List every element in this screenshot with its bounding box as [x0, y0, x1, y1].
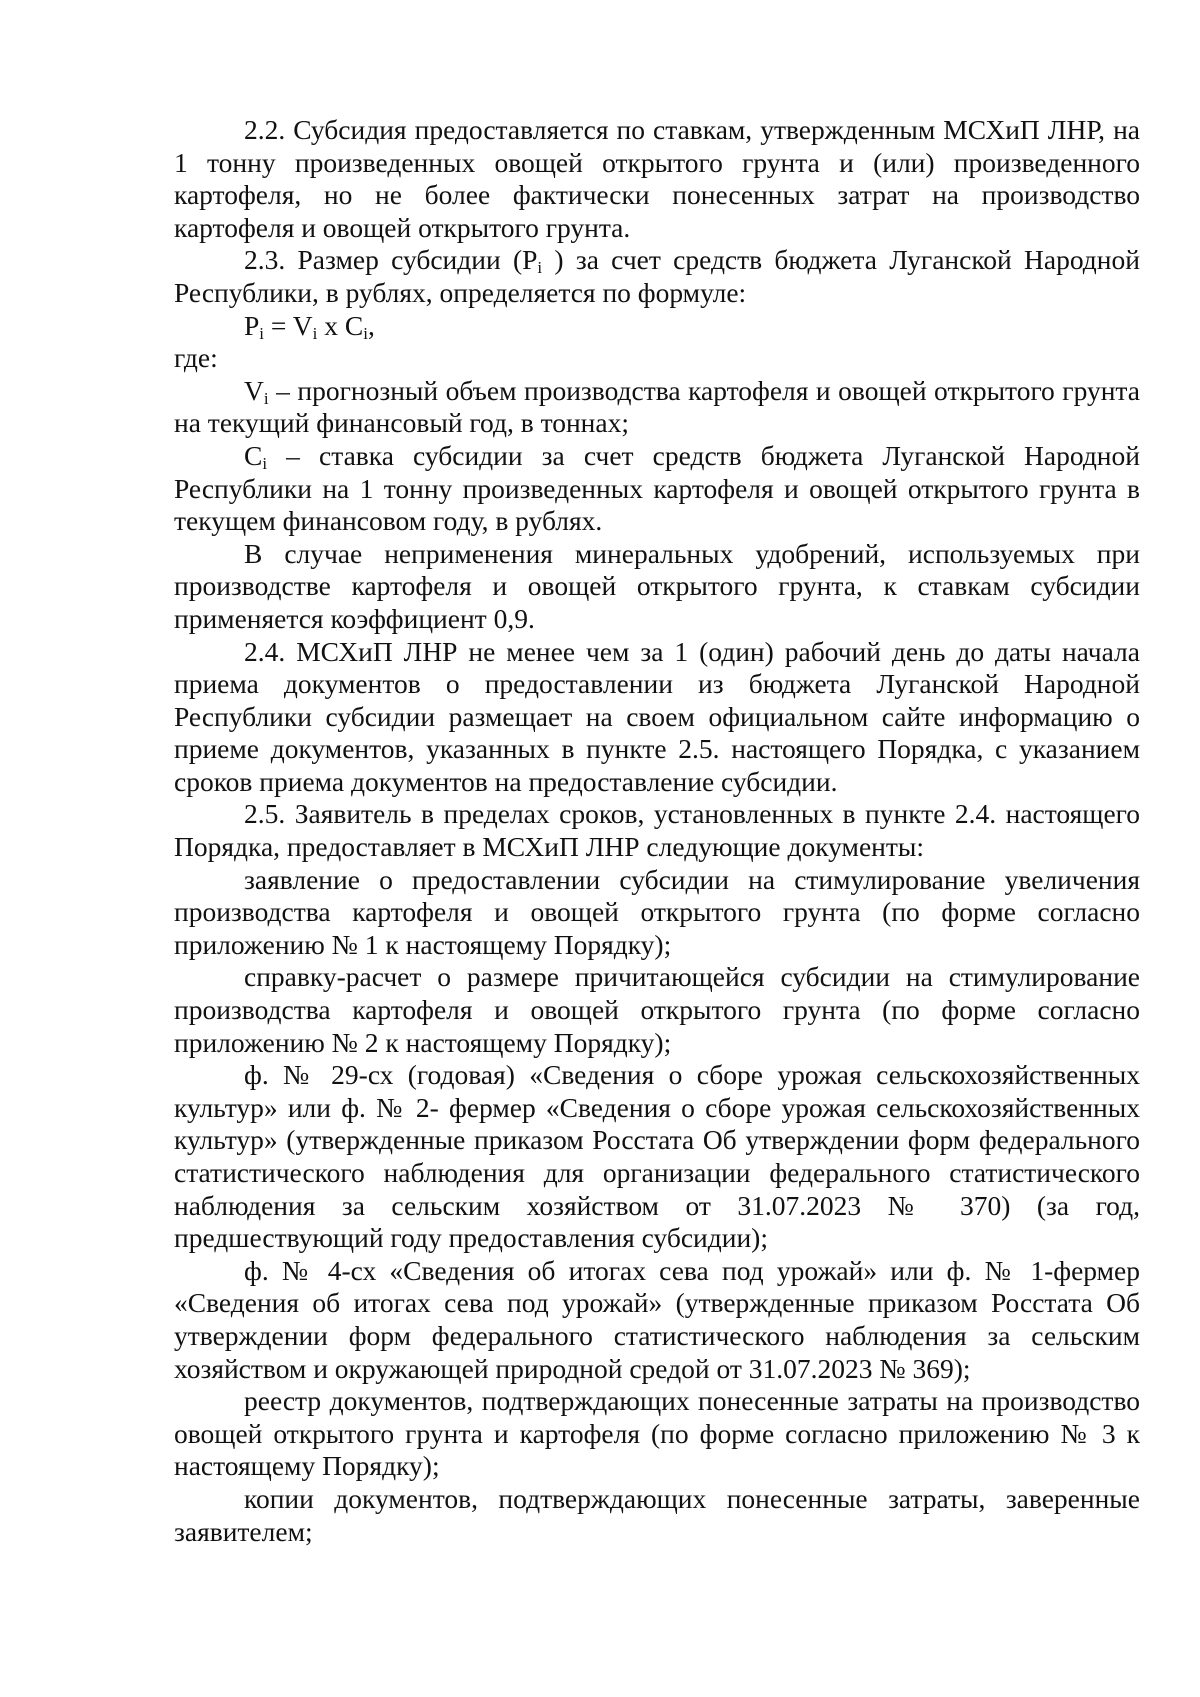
definition-v-sub: i	[263, 388, 269, 408]
definition-c-symbol: C	[244, 439, 263, 471]
subscript-i: i	[537, 258, 543, 278]
formula-v-sub: i	[312, 323, 318, 343]
list-item: копии документов, подтверждающих понесенные затраты, заверенные заявителем;	[174, 1482, 1140, 1547]
formula-p-sub: i	[259, 323, 265, 343]
paragraph-2-4: 2.4. МСХиП ЛНР не менее чем за 1 (один) рабочий день до даты начала приема документов о предоставлении из бюджета Луганской Народной Республики субсидии размещает на своем официальном сайте информацию о приеме документов, указанных в пункте 2.5. настоящего Порядка, с указанием сроков приема документов на предоставление субсидии.	[174, 635, 1140, 797]
paragraph-2-3-end: ) за счет средств бюджета Луганской Народной Республики, в рублях, определяется по формуле:	[174, 244, 1140, 308]
definition-c-sub: i	[262, 453, 268, 473]
formula-x-c: x C	[317, 309, 364, 341]
paragraph-2-5: 2.5. Заявитель в пределах сроков, установленных в пункте 2.4. настоящего Порядка, предоставляет в МСХиП ЛНР следующие документы:	[174, 798, 1140, 863]
list-item: справку-расчет о размере причитающейся субсидии на стимулирование производства картофеля и овощей открытого грунта (по форме согласно приложению № 2 к настоящему Порядку);	[174, 961, 1140, 1058]
formula-p: P	[244, 309, 260, 341]
paragraph-2-2: 2.2. Субсидия предоставляется по ставкам, утвержденным МСХиП ЛНР, на 1 тонну произведенных овощей открытого грунта и (или) произведенного картофеля, но не более фактически понесенных затрат на производство картофеля и овощей открытого грунта.	[174, 114, 1140, 243]
formula	[174, 310, 1140, 343]
paragraph-2-3-start: 2.3. Размер субсидии (P	[244, 244, 538, 276]
list-item: ф. № 29-сх (годовая) «Сведения о сборе урожая сельскохозяйственных культур» или ф. № 2- фермер «Сведения о сборе урожая сельскохозяйственных культур» (утвержденные приказом Росстата Об утверждении форм федерального статистического наблюдения для организации федерального статистического наблюдения за сельским хозяйством от 31.07.2023 № 370) (за год, предшествующий году предоставления субсидии);	[174, 1059, 1140, 1254]
definition-c	[174, 440, 1140, 538]
paragraph-coefficient: В случае неприменения минеральных удобрений, используемых при производстве картофеля и овощей открытого грунта, к ставкам субсидии применяется коэффициент 0,9.	[174, 537, 1140, 634]
formula-eq-v: = V	[264, 309, 313, 341]
paragraph-2-3	[174, 244, 1140, 309]
where-label: где:	[174, 342, 218, 374]
list-item: заявление о предоставлении субсидии на стимулирование увеличения производства картофеля и овощей открытого грунта (по форме согласно приложению № 1 к настоящему Порядку);	[174, 863, 1140, 960]
definition-c-text: – ставка субсидии за счет средств бюджета Луганской Народной Республики на 1 тонну произведенных картофеля и овощей открытого грунта в текущем финансовом году, в рублях.	[174, 439, 1140, 537]
definition-v-text: – прогнозный объем производства картофеля и овощей открытого грунта на текущий финансовый год, в тоннах;	[174, 374, 1140, 439]
list-item: ф. № 4-сх «Сведения об итогах сева под урожай» или ф. № 1-фермер «Сведения об итогах сева под урожай» (утвержденные приказом Росстата Об утверждении форм федерального статистического наблюдения за сельским хозяйством и окружающей природной средой от 31.07.2023 № 369);	[174, 1254, 1140, 1384]
formula-end: ,	[367, 309, 375, 341]
definition-v	[174, 375, 1140, 440]
formula-c-sub: i	[363, 323, 368, 343]
list-item: реестр документов, подтверждающих понесенные затраты на производство овощей открытого грунта и картофеля (по форме согласно приложению № 3 к настоящему Порядку);	[174, 1385, 1140, 1482]
definition-v-symbol: V	[244, 374, 264, 406]
document-body	[174, 114, 1140, 1548]
